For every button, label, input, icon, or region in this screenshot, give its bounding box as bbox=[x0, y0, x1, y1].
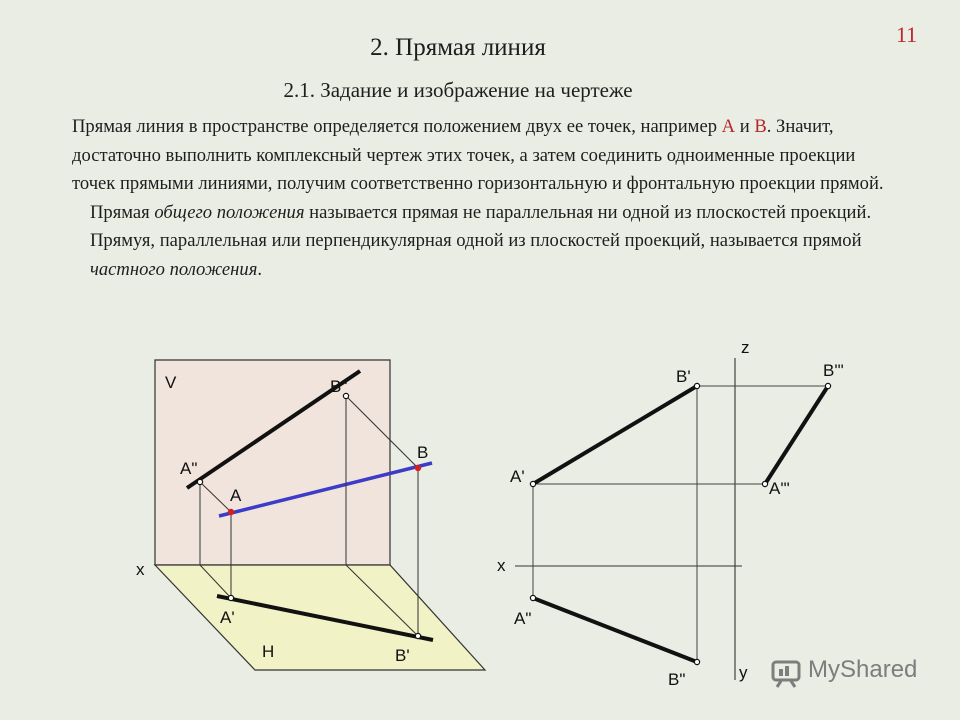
text-run: называется прямая не параллельная ни одной из плоскостей проекций. Прямуя, параллельная или перпендикулярная одной из плоскостей проекций, называется прямой bbox=[90, 201, 872, 252]
line-horizontal-projection bbox=[533, 386, 697, 484]
drawing-points bbox=[530, 383, 830, 664]
label-b-space: B bbox=[417, 443, 429, 462]
connector-lines bbox=[533, 386, 828, 662]
line-profile-projection bbox=[765, 386, 828, 484]
text-run: Прямая линия в пространстве определяется положением двух ее точек, например bbox=[72, 116, 722, 137]
text-run: . Значит, достаточно выполнить комплексный чертеж этих точек, а затем соединить одноименные проекции точек прямыми линиями, получим соответственно горизонтальную и фронтальную проекции прямой. bbox=[72, 116, 884, 195]
label-axis-x: x bbox=[136, 560, 145, 579]
watermark bbox=[770, 656, 917, 688]
label-a-profile: A'" bbox=[769, 479, 790, 498]
label-a-horiz: A' bbox=[220, 608, 235, 627]
label-axis-z: z bbox=[741, 338, 750, 357]
label-b-horiz: B' bbox=[676, 367, 691, 386]
term-general-position: общего положения bbox=[154, 201, 305, 223]
presentation-board-icon bbox=[770, 658, 804, 688]
section-subtitle: 2.1. Задание и изображение на чертеже bbox=[283, 78, 633, 102]
label-b-profile: B'" bbox=[823, 361, 844, 380]
label-b-front: B" bbox=[668, 670, 686, 689]
text-run: Прямая bbox=[90, 201, 155, 223]
term-particular-position: частного положения bbox=[90, 258, 258, 280]
label-a-space: A bbox=[230, 486, 242, 505]
page-number: 11 bbox=[896, 22, 918, 47]
label-a-front: A" bbox=[514, 609, 532, 628]
label-a-horiz: A' bbox=[510, 467, 525, 486]
label-plane-h: H bbox=[262, 642, 275, 661]
axes bbox=[515, 358, 742, 680]
watermark-text: MyShared bbox=[808, 656, 918, 683]
label-plane-v: V bbox=[165, 373, 177, 392]
text-run: . bbox=[257, 258, 262, 280]
page-title: 2. Прямая линия bbox=[370, 34, 546, 61]
label-a-front: A" bbox=[180, 459, 198, 478]
label-axis-x: x bbox=[497, 556, 506, 575]
label-b-front: B" bbox=[330, 377, 348, 396]
label-axis-y: y bbox=[739, 663, 748, 682]
label-b-horiz: B' bbox=[395, 646, 410, 665]
line-frontal-projection bbox=[533, 598, 697, 662]
point-b-ref: В bbox=[754, 116, 767, 137]
text-run: и bbox=[735, 116, 755, 137]
point-a-ref: А bbox=[721, 116, 736, 137]
